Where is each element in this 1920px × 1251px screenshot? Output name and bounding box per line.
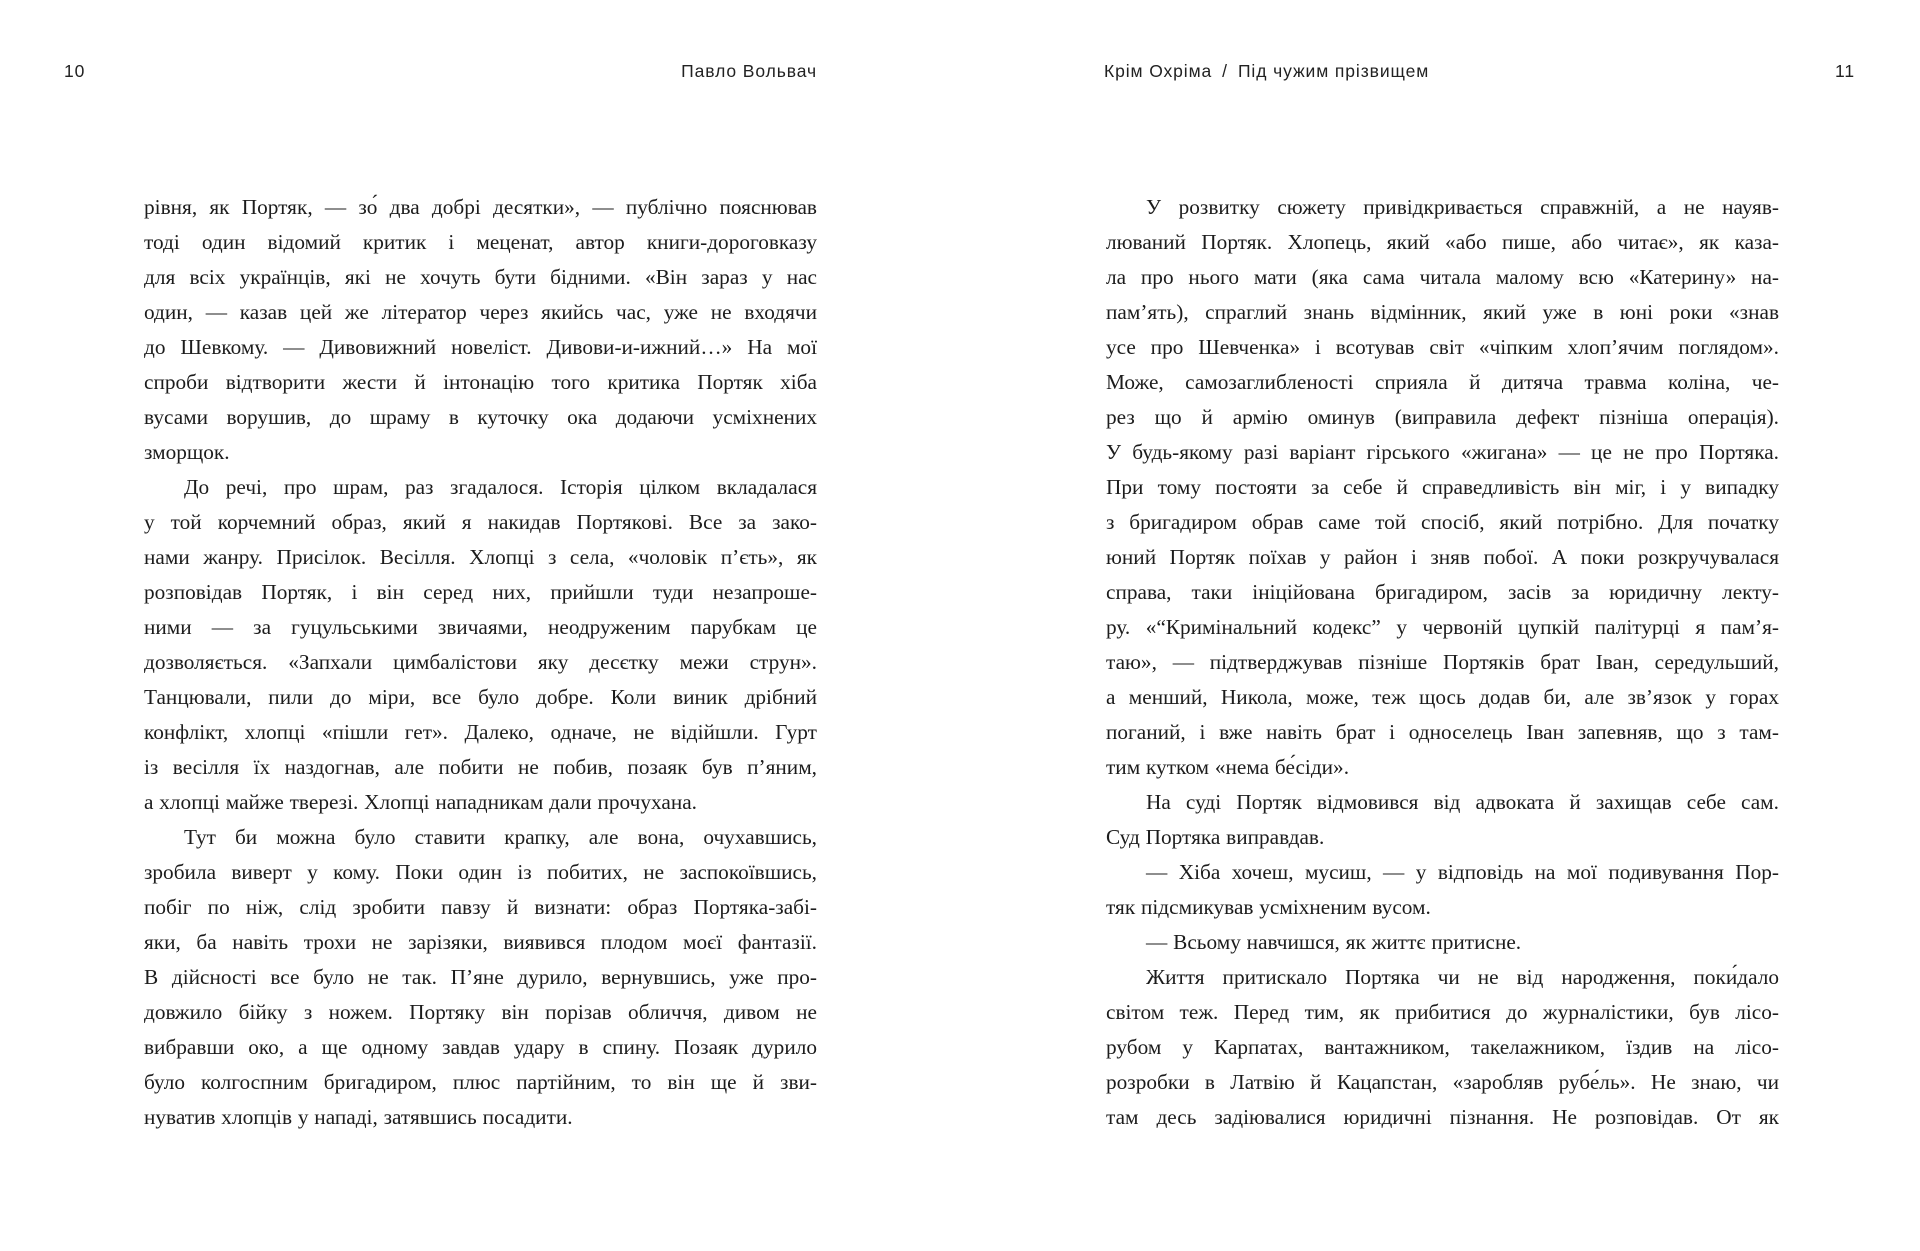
page-number-right: 11: [1835, 61, 1855, 81]
paragraph: [144, 190, 817, 470]
text-line: Суд Портяка виправдав.: [1106, 825, 1325, 849]
text-line: справа, таки ініційована бригадиром, засів за юридичну лекту-: [1106, 580, 1779, 604]
text-line: яки, ба навіть трохи не зарізяки, виявився плодом моєї фантазії.: [144, 930, 817, 954]
text-line: було колгоспним бригадиром, плюс партійним, то він ще й зви-: [144, 1070, 817, 1094]
text-line: для всіх українців, які не хочуть бути бідними. «Він зараз у нас: [144, 265, 817, 289]
text-column-right: [1106, 190, 1779, 1135]
text-line: ними — за гуцульськими звичаями, неодруженим парубкам це: [144, 615, 817, 639]
text-line: тяк підсмикував усміхненим вусом.: [1106, 895, 1431, 919]
running-title-right: [1104, 59, 1429, 83]
text-line: — Хіба хочеш, мусиш, — у відповідь на мої подивування Пор-: [1146, 860, 1779, 884]
text-line: у той корчемний образ, який я накидав Портякові. Все за зако-: [144, 510, 817, 534]
paragraph: [1106, 785, 1779, 855]
text-line: Життя притискало Портяка чи не від народження, поки́дало: [1146, 965, 1779, 989]
text-line: рівня, як Портяк, — зо́ два добрі десятки», — публічно пояснював: [144, 195, 817, 219]
text-line: поганий, і вже навіть брат і односелець Іван запевняв, що з там-: [1106, 720, 1779, 744]
text-line: а хлопці майже тверезі. Хлопці нападникам дали прочухана.: [144, 790, 697, 814]
text-column-left: [144, 190, 817, 1135]
text-line: з бригадиром обрав саме той спосіб, який потрібно. Для початку: [1106, 510, 1779, 534]
text-line: там десь задіювалися юридичні пізнання. Не розповідав. От як: [1106, 1105, 1779, 1129]
text-line: таю», — підтверджував пізніше Портяків брат Іван, середульший,: [1106, 650, 1779, 674]
text-line: вибравши око, а ще одному завдав удару в спину. Позаяк дурило: [144, 1035, 817, 1059]
text-line: дозволяється. «Запхали цимбалістови яку десєтку межи струн».: [144, 650, 817, 674]
text-line: рез що й армію оминув (виправила дефект пізніша операція).: [1106, 405, 1779, 429]
text-line: зробила виверт у кому. Поки один із побитих, не заспокоївшись,: [144, 860, 817, 884]
paragraph: [144, 470, 817, 820]
text-line: розповідав Портяк, і він серед них, прийшли туди незапроше-: [144, 580, 817, 604]
text-line: зморщок.: [144, 440, 230, 464]
paragraph: [1106, 925, 1779, 960]
paragraph: [1106, 190, 1779, 785]
text-line: спроби відтворити жести й інтонацію того критика Портяк хіба: [144, 370, 817, 394]
text-line: тим кутком «нема бе́сіди».: [1106, 755, 1350, 779]
text-line: — Всьому навчишся, як життє притисне.: [1146, 930, 1522, 954]
right-page: [960, 0, 1920, 1251]
text-line: При тому постояти за себе й справедливість він міг, і у випадку: [1106, 475, 1779, 499]
text-line: розробки в Латвію й Кацапстан, «заробляв рубе́ль». Не знаю, чи: [1106, 1070, 1779, 1094]
text-line: Тут би можна було ставити крапку, але вона, очухавшись,: [184, 825, 817, 849]
text-line: нами жанру. Присілок. Весілля. Хлопці з села, «чоловік п’єть», як: [144, 545, 817, 569]
text-line: На суді Портяк відмовився від адвоката й захищав себе сам.: [1146, 790, 1779, 814]
running-title-chapter: Під чужим прізвищем: [1237, 61, 1430, 81]
text-line: У розвитку сюжету привідкривається справжній, а не науяв-: [1146, 195, 1779, 219]
text-line: один, — казав цей же літератор через якийсь час, уже не входячи: [144, 300, 817, 324]
paragraph: [144, 820, 817, 1135]
running-title-separator: /: [1222, 61, 1228, 81]
text-line: із весілля їх наздогнав, але побити не побив, позаяк був п’яним,: [144, 755, 817, 779]
text-line: ла про нього мати (яка сама читала малому всю «Катерину» на-: [1106, 265, 1779, 289]
text-line: рубом у Карпатах, вантажником, такелажником, їздив на лісо-: [1106, 1035, 1779, 1059]
text-line: В дійсності все було не так. П’яне дурило, вернувшись, уже про-: [144, 965, 817, 989]
paragraph: [1106, 855, 1779, 925]
text-line: а менший, Никола, може, теж щось додав би, але зв’язок у горах: [1106, 685, 1779, 709]
page-number-left: 10: [64, 61, 86, 81]
text-line: конфлікт, хлопці «пішли гет». Далеко, одначе, не відійшли. Гурт: [144, 720, 817, 744]
text-line: довжило бійку з ножем. Портяку він порізав обличчя, дивом не: [144, 1000, 817, 1024]
text-line: пам’ять), спраглий знань відмінник, який уже в юні роки «знав: [1106, 300, 1779, 324]
text-line: До речі, про шрам, раз згадалося. Історія цілком вкладалася: [184, 475, 817, 499]
text-line: люваний Портяк. Хлопець, який «або пише, або читає», як каза-: [1106, 230, 1779, 254]
paragraph: [1106, 960, 1779, 1135]
text-line: ру. «“Кримінальний кодекс” у червоній цупкій палітурці я пам’я-: [1106, 615, 1779, 639]
text-line: Танцювали, пили до міри, все було добре. Коли виник дрібний: [144, 685, 817, 709]
text-line: до Шевкому. — Дивовижний новеліст. Дивови-и-ижний…» На мої: [144, 335, 817, 359]
text-line: Може, самозаглибленості сприяла й дитяча травма коліна, че-: [1106, 370, 1779, 394]
text-line: усе про Шевченка» і всотував світ «чіпким хлоп’ячим поглядом».: [1106, 335, 1779, 359]
text-line: У будь-якому разі варіант гірського «жигана» — це не про Портяка.: [1106, 440, 1779, 464]
text-line: тоді один відомий критик і меценат, автор книги-дороговказу: [144, 230, 817, 254]
running-title-author: Павло Вольвач: [681, 61, 817, 81]
text-line: нуватив хлопців у нападі, затявшись посадити.: [144, 1105, 573, 1129]
text-line: побіг по ніж, слід зробити павзу й визнати: образ Портяка-забі-: [144, 895, 817, 919]
running-title-book: Крім Охріма: [1104, 61, 1213, 81]
text-line: світом теж. Перед тим, як прибитися до журналістики, був лісо-: [1106, 1000, 1779, 1024]
text-line: юний Портяк поїхав у район і зняв побої. А поки розкручувалася: [1106, 545, 1779, 569]
text-line: вусами ворушив, до шраму в куточку ока додаючи усміхнених: [144, 405, 817, 429]
